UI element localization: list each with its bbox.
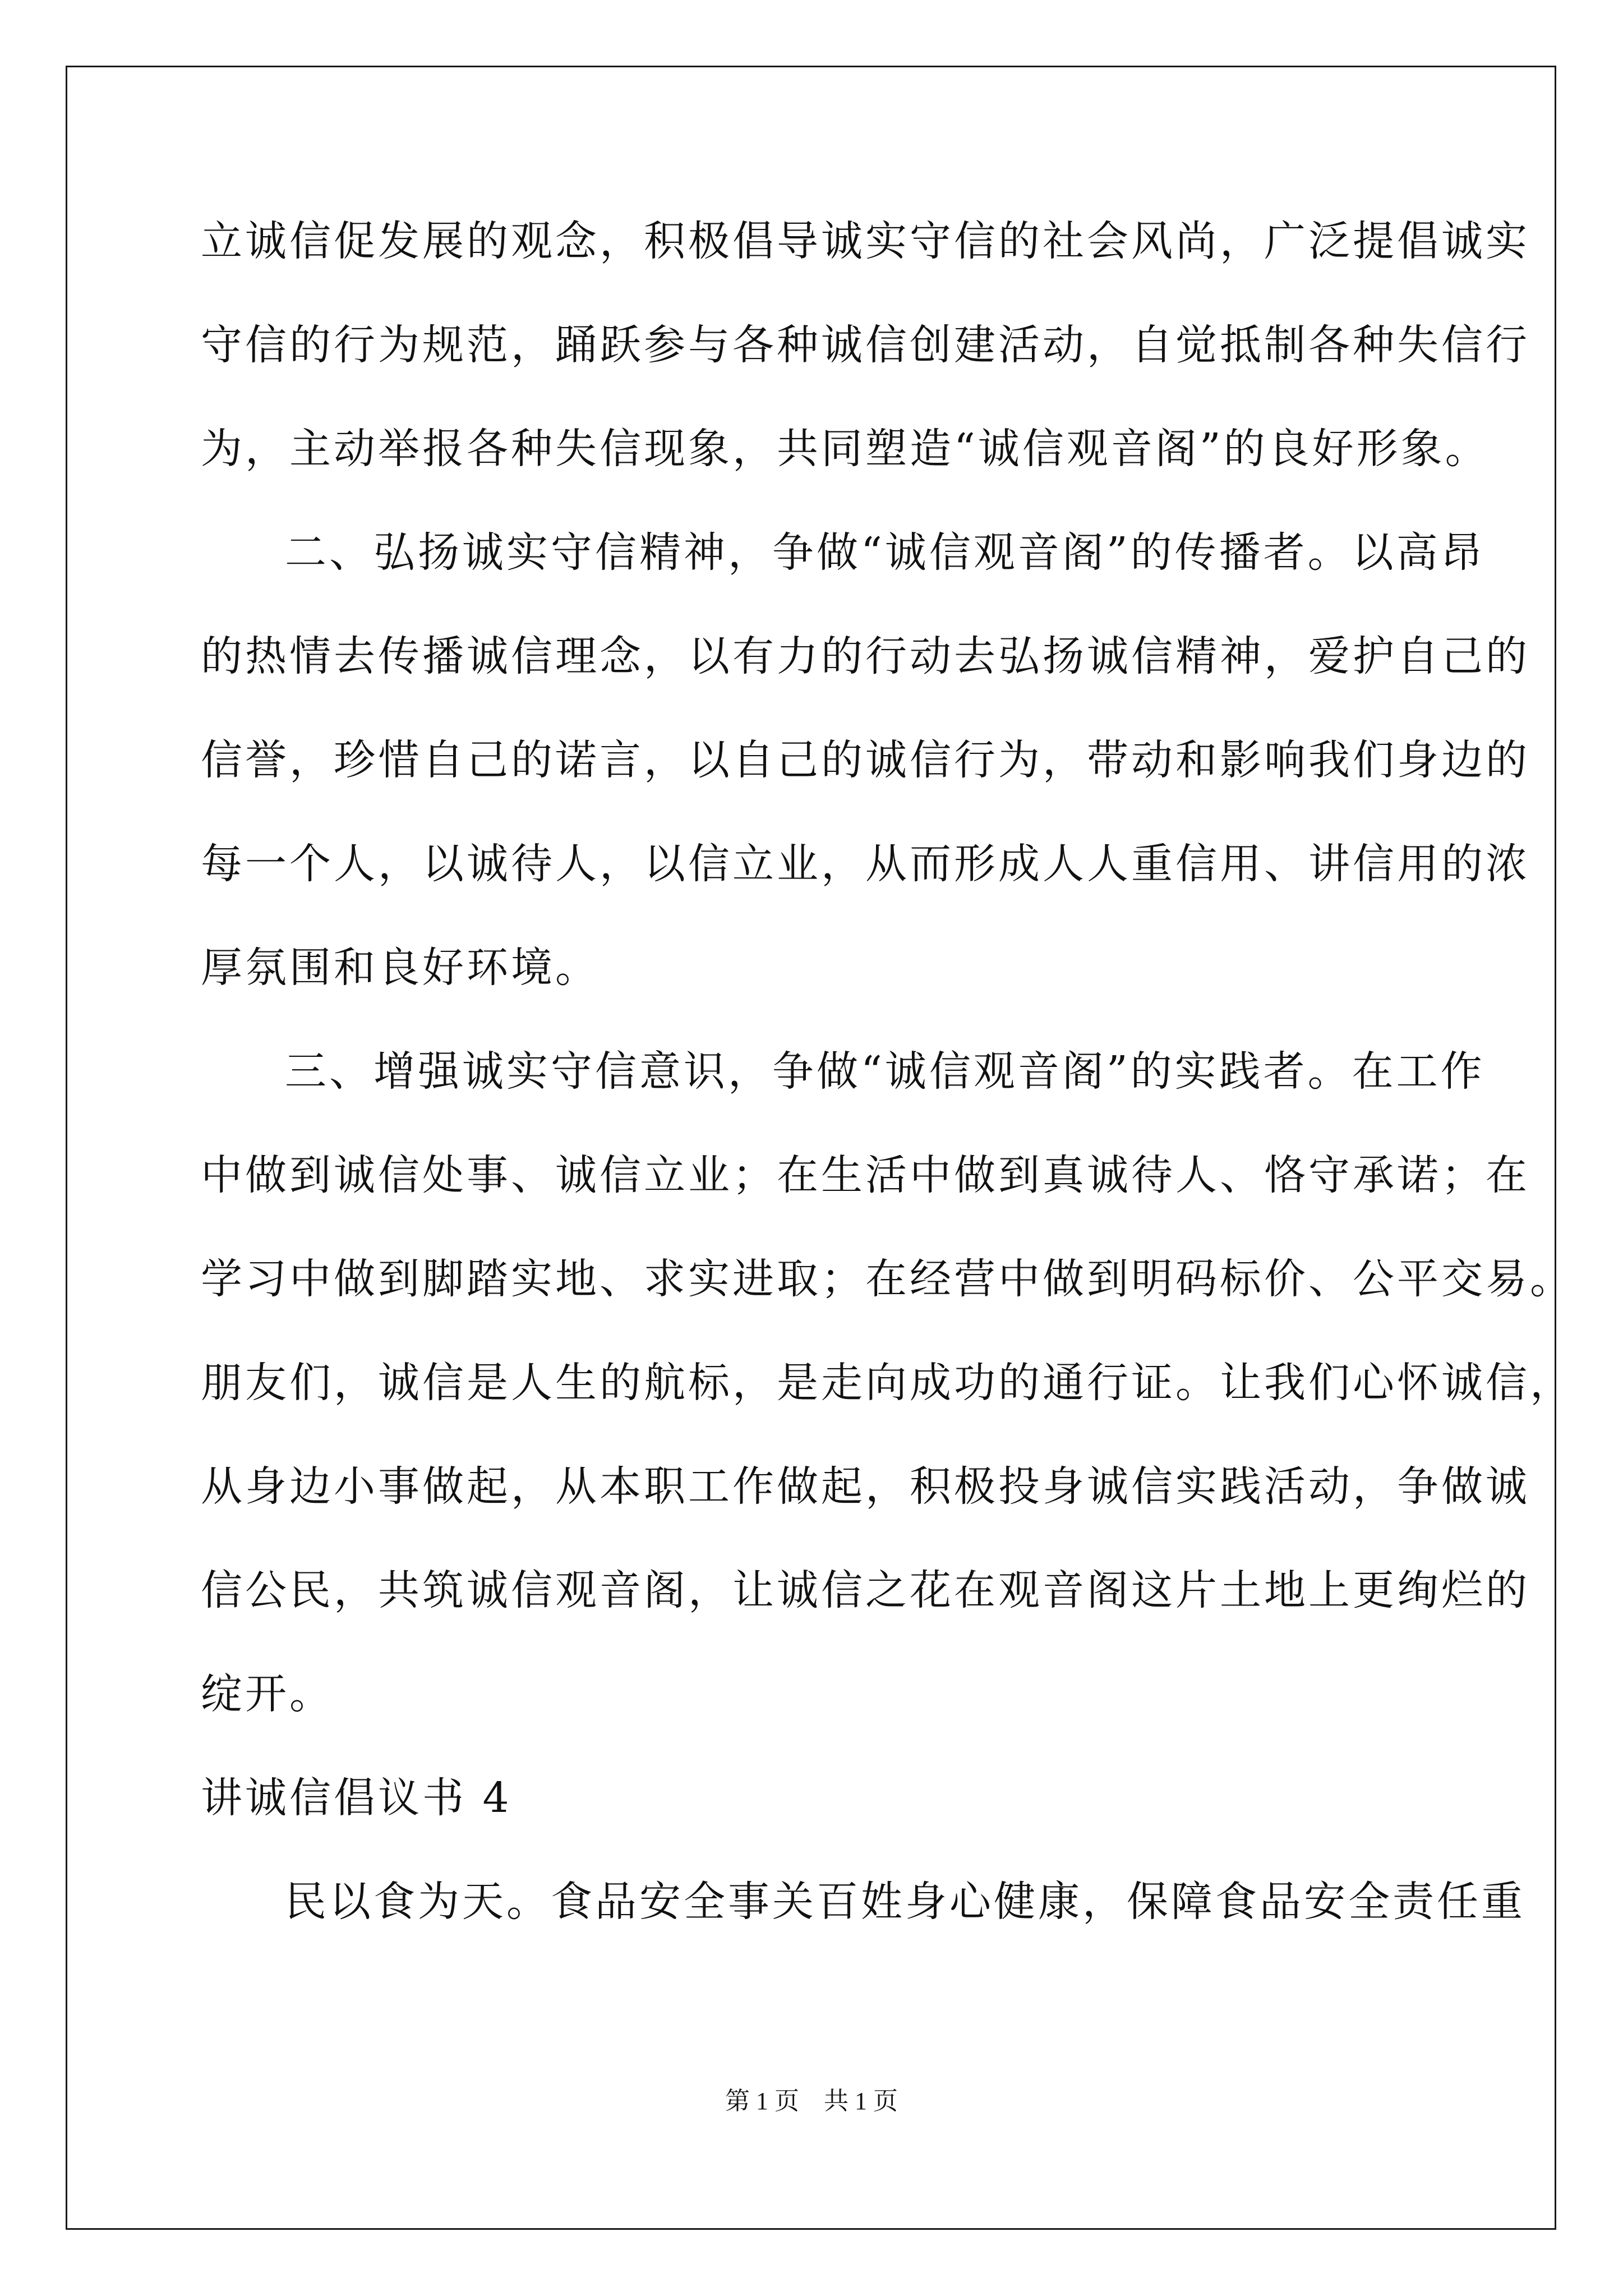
- text-line: 中做到诚信处事、诚信立业；在生活中做到真诚待人、恪守承诺；在: [201, 1151, 1530, 1199]
- text-line: 从身边小事做起，从本职工作做起，积极投身诚信实践活动，争做诚: [201, 1462, 1530, 1511]
- section-heading: 讲诚信倡议书 4: [201, 1774, 512, 1822]
- text-line: 守信的行为规范，踊跃参与各种诚信创建活动，自觉抵制各种失信行: [201, 321, 1530, 369]
- text-line: 厚氛围和良好环境。: [201, 944, 600, 992]
- text-line: 信誉，珍惜自己的诺言，以自己的诚信行为，带动和影响我们身边的: [201, 736, 1530, 784]
- page-footer: 第 1 页 共 1 页: [725, 2087, 898, 2115]
- paragraph-start-line: 三、增强诚实守信意识，争做“诚信观音阁”的实践者。在工作: [285, 1047, 1485, 1096]
- paragraph-start-line: 二、弘扬诚实守信精神，争做“诚信观音阁”的传播者。以高昂: [285, 528, 1485, 577]
- text-line: 绽开。: [201, 1670, 334, 1718]
- text-line: 每一个人，以诚待人，以信立业，从而形成人人重信用、讲信用的浓: [201, 840, 1530, 888]
- paragraph-start-line: 民以食为天。食品安全事关百姓身心健康，保障食品安全责任重: [285, 1878, 1525, 1926]
- text-line: 为，主动举报各种失信现象，共同塑造“诚信观音阁”的良好形象。: [201, 425, 1490, 473]
- text-line: 学习中做到脚踏实地、求实进取；在经营中做到明码标价、公平交易。: [201, 1255, 1574, 1303]
- text-line: 信公民，共筑诚信观音阁，让诚信之花在观音阁这片土地上更绚烂的: [201, 1566, 1530, 1614]
- text-line: 立诚信促发展的观念，积极倡导诚实守信的社会风尚，广泛提倡诚实: [201, 217, 1530, 265]
- text-line: 的热情去传播诚信理念，以有力的行动去弘扬诚信精神，爱护自己的: [201, 632, 1530, 680]
- text-line: 朋友们，诚信是人生的航标，是走向成功的通行证。让我们心怀诚信，: [201, 1359, 1574, 1407]
